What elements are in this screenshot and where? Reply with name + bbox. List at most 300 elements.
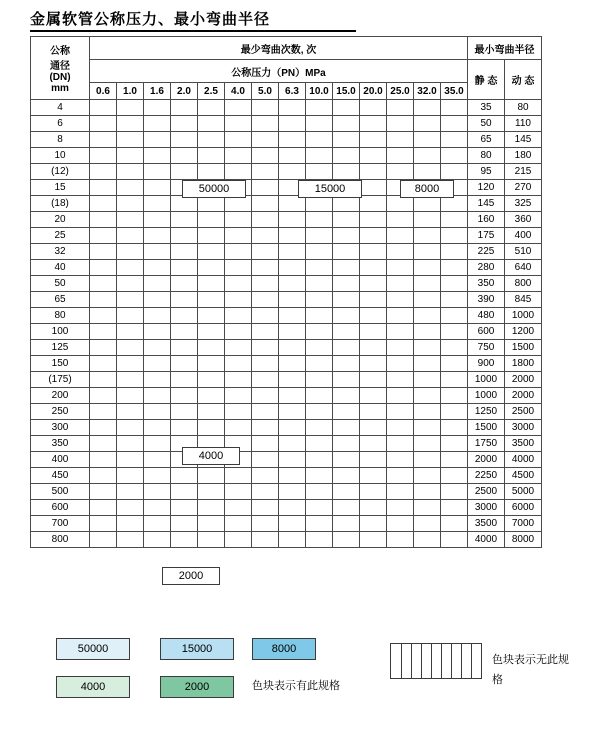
cell-pressure bbox=[171, 212, 198, 228]
cell-pressure bbox=[414, 372, 441, 388]
table-row bbox=[31, 436, 542, 452]
cell-dn: 20 bbox=[31, 212, 90, 228]
cell-pressure bbox=[90, 324, 117, 340]
cell-pressure bbox=[144, 500, 171, 516]
cell-pressure bbox=[387, 148, 414, 164]
cell-dn: 32 bbox=[31, 244, 90, 260]
hatch-line bbox=[451, 644, 452, 678]
cell-pressure bbox=[225, 468, 252, 484]
table-row bbox=[31, 452, 542, 468]
header-dn-line4: mm bbox=[51, 83, 69, 94]
cell-pressure bbox=[441, 420, 468, 436]
cell-pressure bbox=[306, 292, 333, 308]
cell-pressure bbox=[306, 276, 333, 292]
cell-pressure bbox=[252, 244, 279, 260]
cell-pressure bbox=[144, 372, 171, 388]
cell-pressure bbox=[387, 228, 414, 244]
cell-pressure bbox=[144, 180, 171, 196]
cell-pressure bbox=[441, 212, 468, 228]
cell-dn: 80 bbox=[31, 308, 90, 324]
cell-pressure bbox=[360, 180, 387, 196]
cell-pressure bbox=[171, 516, 198, 532]
header-row-3-pressure-cols bbox=[31, 83, 542, 100]
cell-dn: 125 bbox=[31, 340, 90, 356]
legend-swatch-8000 bbox=[252, 638, 316, 660]
cell-pressure bbox=[198, 500, 225, 516]
table-row bbox=[31, 196, 542, 212]
cell-pressure bbox=[252, 180, 279, 196]
cell-radius-static: 1250 bbox=[468, 404, 505, 420]
cell-pressure bbox=[387, 132, 414, 148]
cell-pressure bbox=[333, 420, 360, 436]
cell-pressure bbox=[387, 420, 414, 436]
cell-pressure bbox=[117, 532, 144, 548]
cell-pressure bbox=[279, 516, 306, 532]
cell-pressure bbox=[198, 308, 225, 324]
header-dn-line1: 公称 bbox=[50, 46, 70, 57]
cell-radius-static: 900 bbox=[468, 356, 505, 372]
cell-radius-dynamic: 510 bbox=[505, 244, 542, 260]
cell-pressure bbox=[252, 452, 279, 468]
cell-pressure bbox=[387, 164, 414, 180]
cell-pressure bbox=[198, 244, 225, 260]
cell-pressure bbox=[441, 148, 468, 164]
cell-pressure bbox=[117, 116, 144, 132]
cell-pressure bbox=[225, 116, 252, 132]
legend-swatch-4000 bbox=[56, 676, 130, 698]
cell-radius-static: 2000 bbox=[468, 452, 505, 468]
cell-pressure bbox=[171, 276, 198, 292]
table-row bbox=[31, 212, 542, 228]
cell-pressure bbox=[171, 420, 198, 436]
cell-pressure bbox=[387, 532, 414, 548]
cell-pressure bbox=[360, 404, 387, 420]
cell-pressure bbox=[333, 484, 360, 500]
table-head bbox=[31, 37, 542, 100]
overlay-label: 2000 bbox=[162, 567, 220, 585]
cell-pressure bbox=[198, 212, 225, 228]
cell-pressure bbox=[333, 132, 360, 148]
cell-pressure bbox=[252, 276, 279, 292]
cell-pressure bbox=[387, 212, 414, 228]
cell-radius-static: 50 bbox=[468, 116, 505, 132]
cell-radius-dynamic: 110 bbox=[505, 116, 542, 132]
cell-dn: (175) bbox=[31, 372, 90, 388]
cell-pressure bbox=[333, 292, 360, 308]
cell-pressure bbox=[90, 164, 117, 180]
cell-pressure bbox=[144, 196, 171, 212]
cell-pressure bbox=[306, 436, 333, 452]
cell-pressure bbox=[441, 532, 468, 548]
cell-pressure bbox=[387, 100, 414, 116]
cell-pressure bbox=[333, 116, 360, 132]
cell-pressure bbox=[306, 388, 333, 404]
header-radius-dynamic: 动 态 bbox=[505, 60, 542, 100]
cell-pressure bbox=[414, 516, 441, 532]
cell-pressure bbox=[360, 228, 387, 244]
hatch-line bbox=[441, 644, 442, 678]
cell-pressure bbox=[252, 532, 279, 548]
cell-pressure bbox=[360, 164, 387, 180]
table-row bbox=[31, 404, 542, 420]
cell-pressure bbox=[117, 404, 144, 420]
cell-pressure bbox=[333, 164, 360, 180]
cell-pressure bbox=[441, 388, 468, 404]
cell-radius-dynamic: 360 bbox=[505, 212, 542, 228]
cell-pressure bbox=[279, 532, 306, 548]
cell-radius-static: 600 bbox=[468, 324, 505, 340]
cell-pressure bbox=[198, 516, 225, 532]
cell-pressure bbox=[198, 532, 225, 548]
cell-radius-static: 1750 bbox=[468, 436, 505, 452]
cell-radius-dynamic: 80 bbox=[505, 100, 542, 116]
cell-radius-static: 95 bbox=[468, 164, 505, 180]
header-pressure-col: 2.0 bbox=[171, 83, 198, 100]
cell-pressure bbox=[225, 340, 252, 356]
cell-dn: 15 bbox=[31, 180, 90, 196]
cell-pressure bbox=[414, 148, 441, 164]
cell-pressure bbox=[306, 100, 333, 116]
cell-pressure bbox=[144, 308, 171, 324]
cell-pressure bbox=[90, 260, 117, 276]
cell-pressure bbox=[360, 372, 387, 388]
cell-pressure bbox=[171, 404, 198, 420]
cell-pressure bbox=[360, 468, 387, 484]
cell-pressure bbox=[198, 292, 225, 308]
cell-pressure bbox=[414, 308, 441, 324]
table-row bbox=[31, 308, 542, 324]
legend-label-8000: 8000 bbox=[271, 643, 297, 655]
cell-pressure bbox=[279, 324, 306, 340]
cell-pressure bbox=[144, 132, 171, 148]
cell-pressure bbox=[360, 356, 387, 372]
cell-pressure bbox=[90, 148, 117, 164]
cell-dn: 6 bbox=[31, 116, 90, 132]
cell-radius-dynamic: 1200 bbox=[505, 324, 542, 340]
cell-pressure bbox=[360, 212, 387, 228]
table-row bbox=[31, 372, 542, 388]
cell-dn: 65 bbox=[31, 292, 90, 308]
cell-dn: 450 bbox=[31, 468, 90, 484]
table-row bbox=[31, 468, 542, 484]
cell-pressure bbox=[279, 436, 306, 452]
cell-pressure bbox=[387, 260, 414, 276]
cell-pressure bbox=[225, 324, 252, 340]
cell-pressure bbox=[171, 164, 198, 180]
cell-pressure bbox=[144, 260, 171, 276]
header-pressure-col: 0.6 bbox=[90, 83, 117, 100]
cell-pressure bbox=[90, 372, 117, 388]
cell-pressure bbox=[306, 244, 333, 260]
cell-pressure bbox=[441, 436, 468, 452]
table-row bbox=[31, 484, 542, 500]
cell-pressure bbox=[360, 308, 387, 324]
cell-radius-static: 1500 bbox=[468, 420, 505, 436]
cell-radius-static: 4000 bbox=[468, 532, 505, 548]
cell-pressure bbox=[198, 324, 225, 340]
cell-pressure bbox=[171, 148, 198, 164]
cell-radius-dynamic: 180 bbox=[505, 148, 542, 164]
cell-pressure bbox=[252, 260, 279, 276]
cell-pressure bbox=[144, 228, 171, 244]
cell-pressure bbox=[252, 324, 279, 340]
cell-pressure bbox=[333, 276, 360, 292]
cell-pressure bbox=[252, 388, 279, 404]
cell-pressure bbox=[117, 180, 144, 196]
header-pressure-col: 32.0 bbox=[414, 83, 441, 100]
cell-pressure bbox=[306, 308, 333, 324]
cell-pressure bbox=[117, 500, 144, 516]
cell-pressure bbox=[387, 388, 414, 404]
cell-pressure bbox=[360, 340, 387, 356]
header-radius-static: 静 态 bbox=[468, 60, 505, 100]
table-row bbox=[31, 260, 542, 276]
cell-pressure bbox=[306, 164, 333, 180]
cell-pressure bbox=[441, 276, 468, 292]
cell-pressure bbox=[360, 324, 387, 340]
cell-radius-dynamic: 4500 bbox=[505, 468, 542, 484]
cell-pressure bbox=[360, 260, 387, 276]
cell-pressure bbox=[225, 292, 252, 308]
cell-pressure bbox=[306, 452, 333, 468]
header-row-2 bbox=[31, 60, 542, 83]
cell-pressure bbox=[387, 244, 414, 260]
cell-dn: (12) bbox=[31, 164, 90, 180]
cell-pressure bbox=[306, 420, 333, 436]
cell-pressure bbox=[171, 388, 198, 404]
legend-swatch-15000 bbox=[160, 638, 234, 660]
cell-dn: 100 bbox=[31, 324, 90, 340]
cell-pressure bbox=[306, 404, 333, 420]
cell-dn: 150 bbox=[31, 356, 90, 372]
cell-pressure bbox=[90, 420, 117, 436]
cell-pressure bbox=[441, 260, 468, 276]
cell-pressure bbox=[117, 340, 144, 356]
cell-pressure bbox=[144, 436, 171, 452]
cell-radius-dynamic: 800 bbox=[505, 276, 542, 292]
cell-pressure bbox=[387, 324, 414, 340]
cell-pressure bbox=[279, 420, 306, 436]
cell-radius-static: 2250 bbox=[468, 468, 505, 484]
cell-pressure bbox=[171, 260, 198, 276]
cell-pressure bbox=[117, 260, 144, 276]
cell-radius-static: 480 bbox=[468, 308, 505, 324]
cell-pressure bbox=[171, 500, 198, 516]
table-row bbox=[31, 276, 542, 292]
cell-pressure bbox=[441, 356, 468, 372]
table-row bbox=[31, 228, 542, 244]
hatch-line bbox=[471, 644, 472, 678]
cell-pressure bbox=[414, 388, 441, 404]
cell-pressure bbox=[144, 468, 171, 484]
cell-dn: 25 bbox=[31, 228, 90, 244]
cell-pressure bbox=[279, 452, 306, 468]
cell-pressure bbox=[333, 340, 360, 356]
cell-dn: 8 bbox=[31, 132, 90, 148]
cell-pressure bbox=[225, 164, 252, 180]
cell-radius-static: 350 bbox=[468, 276, 505, 292]
cell-pressure bbox=[387, 484, 414, 500]
cell-pressure bbox=[144, 212, 171, 228]
cell-radius-static: 35 bbox=[468, 100, 505, 116]
header-pressure-col: 6.3 bbox=[279, 83, 306, 100]
cell-pressure bbox=[117, 324, 144, 340]
cell-pressure bbox=[441, 404, 468, 420]
cell-radius-static: 750 bbox=[468, 340, 505, 356]
cell-pressure bbox=[171, 116, 198, 132]
cell-pressure bbox=[144, 148, 171, 164]
cell-pressure bbox=[279, 468, 306, 484]
cell-pressure bbox=[414, 164, 441, 180]
cell-pressure bbox=[252, 308, 279, 324]
cell-pressure bbox=[279, 244, 306, 260]
cell-pressure bbox=[306, 532, 333, 548]
cell-pressure bbox=[441, 452, 468, 468]
cell-pressure bbox=[90, 404, 117, 420]
cell-radius-static: 65 bbox=[468, 132, 505, 148]
header-pressure-col: 20.0 bbox=[360, 83, 387, 100]
cell-pressure bbox=[414, 260, 441, 276]
cell-pressure bbox=[414, 100, 441, 116]
cell-radius-static: 120 bbox=[468, 180, 505, 196]
cell-pressure bbox=[279, 212, 306, 228]
table-row bbox=[31, 420, 542, 436]
cell-pressure bbox=[144, 516, 171, 532]
cell-dn: 10 bbox=[31, 148, 90, 164]
cell-pressure bbox=[441, 516, 468, 532]
cell-pressure bbox=[333, 244, 360, 260]
cell-pressure bbox=[441, 468, 468, 484]
cell-pressure bbox=[117, 420, 144, 436]
cell-pressure bbox=[252, 372, 279, 388]
cell-pressure bbox=[360, 132, 387, 148]
header-dn bbox=[31, 37, 90, 100]
cell-pressure bbox=[198, 484, 225, 500]
cell-pressure bbox=[441, 340, 468, 356]
cell-pressure bbox=[252, 420, 279, 436]
cell-pressure bbox=[117, 308, 144, 324]
header-pressure-col: 35.0 bbox=[441, 83, 468, 100]
cell-pressure bbox=[144, 116, 171, 132]
table-row bbox=[31, 244, 542, 260]
cell-pressure bbox=[198, 276, 225, 292]
table-row bbox=[31, 388, 542, 404]
cell-pressure bbox=[225, 388, 252, 404]
cell-pressure bbox=[279, 500, 306, 516]
cell-pressure bbox=[198, 132, 225, 148]
cell-pressure bbox=[198, 388, 225, 404]
hatch-line bbox=[401, 644, 402, 678]
overlay-label: 4000 bbox=[182, 447, 240, 465]
cell-radius-dynamic: 7000 bbox=[505, 516, 542, 532]
cell-pressure bbox=[144, 244, 171, 260]
legend-label-4000: 4000 bbox=[80, 681, 106, 693]
cell-pressure bbox=[252, 500, 279, 516]
cell-pressure bbox=[414, 532, 441, 548]
cell-pressure bbox=[90, 468, 117, 484]
cell-radius-static: 390 bbox=[468, 292, 505, 308]
overlay-label: 50000 bbox=[182, 180, 246, 198]
cell-pressure bbox=[306, 356, 333, 372]
cell-pressure bbox=[306, 372, 333, 388]
cell-pressure bbox=[360, 420, 387, 436]
cell-pressure bbox=[225, 356, 252, 372]
cell-pressure bbox=[414, 356, 441, 372]
cell-pressure bbox=[90, 532, 117, 548]
cell-radius-static: 145 bbox=[468, 196, 505, 212]
cell-pressure bbox=[360, 516, 387, 532]
cell-pressure bbox=[333, 260, 360, 276]
cell-pressure bbox=[279, 260, 306, 276]
cell-pressure bbox=[252, 116, 279, 132]
header-pressure-col: 1.0 bbox=[117, 83, 144, 100]
cell-pressure bbox=[414, 276, 441, 292]
cell-pressure bbox=[198, 116, 225, 132]
cell-pressure bbox=[117, 356, 144, 372]
cell-pressure bbox=[279, 164, 306, 180]
header-bend-count: 最少弯曲次数, 次 bbox=[90, 37, 468, 60]
cell-pressure bbox=[90, 132, 117, 148]
cell-pressure bbox=[90, 180, 117, 196]
cell-pressure bbox=[225, 308, 252, 324]
cell-pressure bbox=[387, 500, 414, 516]
hatch-line bbox=[481, 644, 482, 678]
cell-radius-static: 80 bbox=[468, 148, 505, 164]
cell-dn: 800 bbox=[31, 532, 90, 548]
cell-pressure bbox=[117, 212, 144, 228]
cell-pressure bbox=[225, 420, 252, 436]
cell-pressure bbox=[333, 388, 360, 404]
cell-pressure bbox=[225, 404, 252, 420]
cell-pressure bbox=[387, 356, 414, 372]
cell-pressure bbox=[252, 132, 279, 148]
cell-pressure bbox=[90, 356, 117, 372]
cell-pressure bbox=[414, 404, 441, 420]
cell-pressure bbox=[198, 228, 225, 244]
cell-pressure bbox=[306, 500, 333, 516]
cell-pressure bbox=[333, 516, 360, 532]
legend-color-note: 色块表示有此规格 bbox=[252, 680, 340, 692]
cell-pressure bbox=[225, 132, 252, 148]
cell-pressure bbox=[333, 532, 360, 548]
cell-pressure bbox=[90, 340, 117, 356]
cell-pressure bbox=[144, 484, 171, 500]
cell-pressure bbox=[414, 340, 441, 356]
cell-pressure bbox=[360, 292, 387, 308]
cell-pressure bbox=[414, 116, 441, 132]
legend-hatch-note: 色块表示无此规格 bbox=[492, 654, 569, 686]
cell-pressure bbox=[90, 436, 117, 452]
cell-pressure bbox=[225, 228, 252, 244]
cell-radius-dynamic: 145 bbox=[505, 132, 542, 148]
cell-pressure bbox=[144, 340, 171, 356]
cell-pressure bbox=[279, 340, 306, 356]
cell-pressure bbox=[414, 436, 441, 452]
cell-pressure bbox=[252, 148, 279, 164]
cell-radius-dynamic: 1000 bbox=[505, 308, 542, 324]
cell-pressure bbox=[360, 484, 387, 500]
cell-pressure bbox=[306, 516, 333, 532]
cell-pressure bbox=[279, 372, 306, 388]
cell-pressure bbox=[387, 404, 414, 420]
cell-pressure bbox=[90, 500, 117, 516]
cell-pressure bbox=[387, 276, 414, 292]
cell-pressure bbox=[360, 100, 387, 116]
cell-pressure bbox=[252, 292, 279, 308]
cell-pressure bbox=[333, 228, 360, 244]
cell-pressure bbox=[387, 436, 414, 452]
cell-pressure bbox=[441, 164, 468, 180]
